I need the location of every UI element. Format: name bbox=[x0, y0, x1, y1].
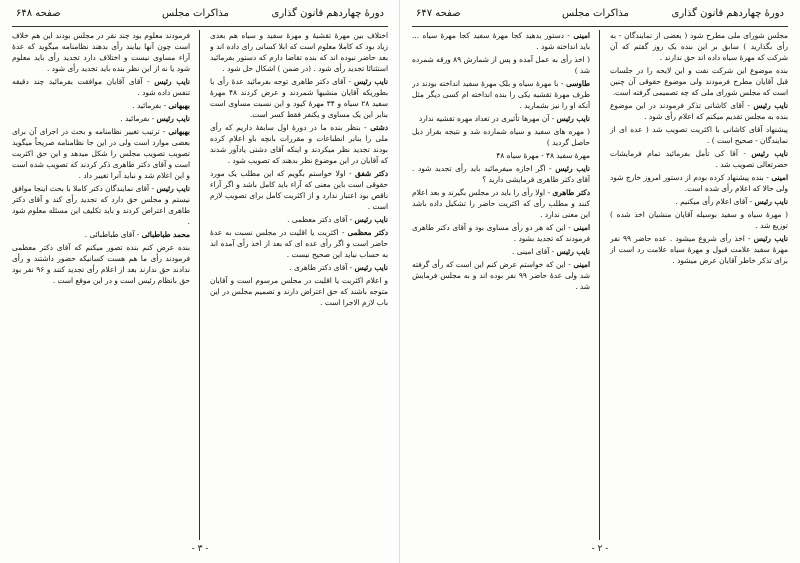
paragraph bbox=[610, 172, 788, 194]
paragraph bbox=[12, 242, 190, 286]
paragraph bbox=[610, 209, 788, 231]
paragraph-text: - آقای امینی . bbox=[512, 247, 555, 256]
left-page-left-column bbox=[12, 30, 190, 540]
paragraph bbox=[12, 100, 190, 111]
right-page-left-column bbox=[412, 30, 590, 540]
paragraph-text: - آقای نمایندگان دکتر کاملا با بحث اینجا موافق نیستم و مجلس حق دارد که تجدید رأی کند و آقای دکتر طاهری اعتراض کردند و باید تکلیف این مسئله معلوم شود . bbox=[12, 184, 190, 226]
paragraph-text: - اولا خواستم بگویم که این مطلب یک مورد حقوقی است باین معنی که آراء باید کامل باشد و اگر آراء ناقص بود اعتبار ندارد و از اکثریت کامل برای تصویب لازم است . bbox=[210, 169, 388, 211]
paragraph bbox=[412, 54, 590, 76]
paragraph-text: - آقای دکتر طاهری توجه بفرمائید عدهٔ رأی با بطوریکه آقایان منشیها شمردند و عرض کردند ۴۸ مهرهٔ سفید ۲۸ سیاه و ۳۴ مهرهٔ کبود و این نسبت مساوی است بنابر این یک مساوی و یکنفر فقط کسر است. bbox=[210, 77, 388, 119]
paragraph-text: - با مهرهٔ سیاه و بلک مهرهٔ سفید انداخته بودند در ظرف مهرهٔ تقشیه یکی را بنده انداخته ام کسی دیگر مثل آنکه او را نیز بشمارید . bbox=[412, 79, 590, 110]
speaker-name: نایب رئیس bbox=[354, 263, 388, 272]
speaker-name: بهبهانی bbox=[168, 127, 190, 136]
left-folio: - ٣ - bbox=[191, 544, 209, 554]
paragraph bbox=[610, 196, 788, 207]
paragraph bbox=[210, 262, 388, 273]
left-page-header bbox=[12, 4, 388, 27]
paragraph bbox=[610, 30, 788, 63]
speaker-name: دشتی bbox=[370, 123, 388, 132]
paragraph bbox=[412, 126, 590, 148]
paragraph-text: - آن مهرها تأثیری در تعداد مهره تقشیه ندارد bbox=[418, 114, 555, 123]
paragraph-text: - آقا کی تأمل بفرمائید تمام فرمایشات حضرتعالی تصویب شد . bbox=[610, 149, 788, 169]
paragraph bbox=[412, 150, 590, 161]
paragraph-text: - آقای آقایان موافقت بفرمائید چند دقیقه تنفس داده شود . bbox=[12, 77, 190, 97]
paragraph-text: - آقای دکتر معظمی . bbox=[287, 215, 353, 224]
paragraph-text: - اولا رأی را باید در مجلس بگیرند و بعد اعلام کنند و مطلب رأی که اکثریت حاضر را تشکیل داده باشد این معنی ندارد . bbox=[412, 188, 590, 219]
paragraph bbox=[210, 30, 388, 74]
paragraph bbox=[412, 187, 590, 220]
right-session-title: دورهٔ چهاردهم قانون گذاری bbox=[671, 8, 784, 19]
speaker-name: نایب رئیس bbox=[555, 164, 590, 173]
paragraph-text: ( اخذ رأی به عمل آمده و پس از شمارش ۸۹ ورقه شمرده شد ) bbox=[412, 55, 590, 75]
paragraph-text: پیشنهاد آقای کاشانی با اکثریت تصویب شد ( عده ای از نمایندگان - صحیح است ) . bbox=[610, 125, 788, 145]
paragraph-text: ( مهرهٔ سیاه و سفید بوسیله آقایان منشیان اخذ شده ) توزیع شد . bbox=[610, 210, 788, 230]
speaker-name: نایب رئیس bbox=[556, 247, 590, 256]
speaker-name: نایب رئیس bbox=[753, 101, 788, 110]
paragraph-text: و اعلام اکثریت یا اقلیت در مجلس مرسوم است و آقایان متوجه باشند که حق اعتراض دارند و تصمیم مجلس در این باب لازم الاجرا است . bbox=[210, 276, 388, 307]
speaker-name: طاوسی bbox=[565, 79, 590, 88]
speaker-name: نایب رئیس bbox=[556, 114, 590, 123]
paragraph-text: - بنده پیشنهاد کرده بودم از دستور امروز خارج شود ولی حالا که اعلام رأی شده است. bbox=[610, 173, 788, 193]
left-columns bbox=[12, 30, 388, 540]
paragraph bbox=[412, 246, 590, 257]
paragraph bbox=[12, 76, 190, 98]
paragraph-text: - آقای اعلام رأی میکنیم . bbox=[675, 197, 753, 206]
right-columns bbox=[412, 30, 788, 540]
paragraph bbox=[412, 222, 590, 244]
paragraph-text: - بفرمائید . bbox=[120, 114, 155, 123]
paragraph bbox=[210, 168, 388, 212]
speaker-name: نایب رئیس bbox=[754, 197, 788, 206]
paragraph bbox=[210, 275, 388, 308]
paragraph-text: بنده عرض کنم بنده تصور میکنم که آقای دکتر معظمی فرمودند رأی ما هم هست کسانیکه حضور داشتند و رأی ندادند حق ندارند بعد از اعلام رأی تجدید کنند و ۹۶ نفر بود حق بانظام رئیس است و در این موقع است . bbox=[12, 243, 190, 285]
speaker-name: محمد طباطبائی bbox=[141, 230, 190, 239]
paragraph-text: فرمودند معلوم بود چند نفر در مجلس بودند این هم خلاف است چون آنها بیایند رأی بدهند نظامنامه میگوید که عدهٔ آراء مساوی نیست و اختلاف دارد تجدید رأی باید معلوم شود یا نه از این نظر بنده باید تجدید رأی شود . bbox=[12, 31, 190, 73]
speaker-name: امینی bbox=[771, 173, 788, 182]
paragraph-text: بنده موضوع این شرکت نفت و این لایحه را در جلسات قبل آقایان مطرح فرمودند ولی موضوع حقوقی آن چنین است که مجلس شورای ملی که چه تصمیمی گرفته است. bbox=[610, 66, 788, 97]
paragraph bbox=[210, 76, 388, 120]
paragraph-text: - بنظر بنده ما در دورهٔ اول سابقهٔ داریم که رأی ملی را بنابر انطباعات و مقررات بانچه باو اعلام کرده بودند تجدید نظر میکردند و اینکه آقای دشتی یادآور شدند که آقایان در این موضوع نظر بدهند که تصویب شود . bbox=[210, 123, 388, 165]
left-running-title: مذاکرات مجلس bbox=[162, 8, 229, 19]
speaker-name: امینی bbox=[573, 31, 590, 40]
paragraph bbox=[12, 113, 190, 124]
paragraph-text: - بفرمائید . bbox=[132, 101, 167, 110]
speaker-name: دکتر طاهری bbox=[552, 188, 590, 197]
paragraph bbox=[210, 122, 388, 166]
speaker-name: دکتر شفق bbox=[355, 169, 388, 178]
paragraph-text: - اگر اجازه میفرمائید باید رأی تجدید شود . آقای دکتر طاهری فرمایشی دارید ؟ bbox=[412, 164, 590, 184]
column-rule bbox=[599, 30, 600, 540]
paragraph-text: اختلاف بین مهرهٔ تقشیهٔ و مهرهٔ سفید و سیاه هم بعدی زیاد بود که کاملا معلوم است که ابلا کسانی رای داده اند و بعد حاضر نبوده اند که بنده تقاضا دارم که دستور بفرمائید استثنائا تجدید رأی شود . (در ضمن ) اشکال حل شود . bbox=[210, 31, 388, 73]
paragraph bbox=[210, 227, 388, 260]
speaker-name: نایب رئیس bbox=[354, 215, 388, 224]
paragraph-text: مهرهٔ سفید ۴۸ - مهرهٔ سیاه ۴۸ bbox=[496, 151, 590, 160]
speaker-name: نایب رئیس bbox=[154, 77, 190, 86]
speaker-name: نایب رئیس bbox=[751, 149, 788, 158]
speaker-name: نایب رئیس bbox=[353, 77, 388, 86]
paragraph bbox=[412, 30, 590, 52]
paragraph bbox=[412, 163, 590, 185]
paragraph bbox=[412, 113, 590, 124]
right-page bbox=[412, 4, 788, 554]
left-session-title: دورهٔ چهاردهم قانون گذاری bbox=[271, 8, 384, 19]
right-page-header bbox=[412, 4, 788, 27]
paragraph-text: - آقای دکتر طاهری . bbox=[289, 263, 353, 272]
paragraph bbox=[12, 229, 190, 240]
paragraph bbox=[12, 126, 190, 181]
speaker-name: بهبهانی bbox=[168, 101, 190, 110]
paragraph bbox=[610, 148, 788, 170]
left-page-number: صفحه ۶۴۸ bbox=[16, 8, 61, 19]
speaker-name: امینی bbox=[573, 223, 590, 232]
paragraph bbox=[412, 259, 590, 292]
paragraph bbox=[610, 65, 788, 98]
right-page-right-column bbox=[610, 30, 788, 540]
paragraph bbox=[610, 100, 788, 122]
paragraph bbox=[12, 183, 190, 227]
paragraph-text: - اکثریت یا اقلیت در مجلس نسبت به عدهٔ حاضر است و اگر رأی عده ای که بعد از اخذ رأی آمده اند به حساب نیاید این صحیح نیست . bbox=[210, 228, 388, 259]
speaker-name: نایب رئیس bbox=[156, 184, 190, 193]
left-page bbox=[12, 4, 388, 554]
paragraph bbox=[610, 233, 788, 266]
speaker-name: نایب رئیس bbox=[753, 234, 788, 243]
paragraph-text: - آقای کاشانی تذکر فرمودند در این موضوع بنده به مجلس تقدیم میکنم که اعلام رأی شود . bbox=[610, 101, 788, 121]
paragraph bbox=[412, 78, 590, 111]
speaker-name: دکتر معظمی bbox=[347, 228, 388, 237]
paragraph-text: - آقای طباطبائی . bbox=[84, 230, 140, 239]
speaker-name: امینی bbox=[573, 260, 590, 269]
column-rule bbox=[199, 30, 200, 540]
paragraph-text: - اخذ رأی شروع میشود . عده حاضر ۹۹ نفر مهرهٔ سفید علامت قبول و مهرهٔ سیاه علامت رد است از برای تذکر خاطر آقایان عرض میشود . bbox=[610, 234, 788, 265]
right-running-title: مذاکرات مجلس bbox=[562, 8, 629, 19]
paragraph-text: - دستور بدهید کجا مهرهٔ سفید کجا مهرهٔ سیاه ... باید انداخته شود . bbox=[412, 31, 590, 51]
paragraph-text: - ترتیب تغییر نظامنامه و بحث در اجرای آن برای بعضی موارد است ولی در این جا نظامنامه صریحاً میگوید تصویب تصویب مجلس را شکل میدهد و این حق اکثریت است و آقای دکتر طاهری ذکر کردند که تصویب شده است و این اعلام شد و نباید آنرا تغییر داد . bbox=[12, 127, 190, 180]
paragraph-text: ( مهره های سفید و سیاه شمارده شد و نتیجه بقرار ذیل حاصل گردید ) bbox=[412, 127, 590, 147]
gutter bbox=[399, 0, 400, 563]
paragraph-text: - این که خواستم عرض کنم این است که رأی گرفته شد ولی عدهٔ حاضر ۹۹ نفر بوده اند و به مجلس فرمایش شد . bbox=[412, 260, 590, 291]
right-page-number: صفحه ۶۴۷ bbox=[416, 8, 461, 19]
paragraph bbox=[210, 214, 388, 225]
paragraph-text: مجلس شورای ملی مطرح شود ( بعضی از نمایندگان - به رأی بگذارید ) سابق بر این بنده یک روز گفتم که آن شرکت که مهرهٔ سیاه داده اند حق ندارند . bbox=[610, 31, 788, 62]
speaker-name: نایب رئیس bbox=[156, 114, 190, 123]
paragraph-text: - این که هر دو رأی مساوی بود و آقای دکتر طاهری فرمودند که تجدید بشود . bbox=[412, 223, 590, 243]
right-folio: - ٢ - bbox=[591, 544, 609, 554]
left-page-right-column bbox=[210, 30, 388, 540]
paragraph bbox=[12, 30, 190, 74]
paragraph bbox=[610, 124, 788, 146]
